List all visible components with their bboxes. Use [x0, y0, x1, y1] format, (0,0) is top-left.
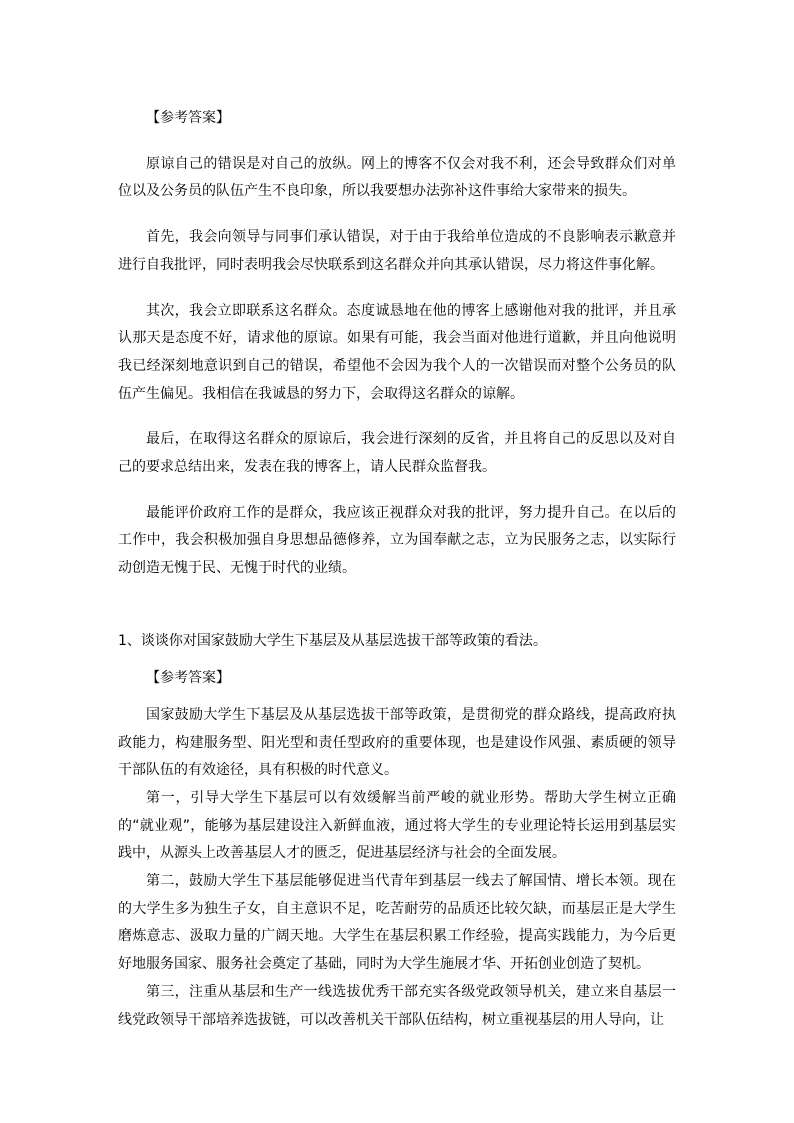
answer-section-1	[118, 105, 676, 583]
answer2-paragraph-point-3: 第三，注重从基层和生产一线选拔优秀干部充实各级党政领导机关，建立来自基层一线党政领导干部培养选拔链，可以改善机关干部队伍结构，树立重视基层的用人导向，让	[118, 983, 676, 1028]
answer1-paragraph-first: 首先，我会向领导与同事们承认错误，对于由于我给单位造成的不良影响表示歉意并进行自我批评，同时表明我会尽快联系到这名群众并向其承认错误，尽力将这件事化解。	[118, 229, 676, 273]
question-1-section	[118, 628, 676, 1034]
answer2-paragraph-intro: 国家鼓励大学生下基层及从基层选拔干部等政策，是贯彻党的群众路线，提高政府执政能力，构建服务型、阳光型和责任型政府的重要体现，也是建设作风强、素质硬的领导干部队伍的有效途径，具有积极的时代意义。	[118, 706, 676, 779]
answer1-paragraph-summary: 最能评价政府工作的是群众，我应该正视群众对我的批评，努力提升自己。在以后的工作中，我会积极加强自身思想品德修养，立为国奉献之志，立为民服务之志，以实际行动创造无愧于民、无愧于时代的业绩。	[118, 504, 676, 577]
answer2-paragraph-point-1: 第一，引导大学生下基层可以有效缓解当前严峻的就业形势。帮助大学生树立正确的“就业观”，能够为基层建设注入新鲜血液，通过将大学生的专业理论特长运用到基层实践中，从源头上改善基层人才的匮乏，促进基层经济与社会的全面发展。	[118, 789, 676, 862]
answer1-paragraph-intro: 原谅自己的错误是对自己的放纵。网上的博客不仅会对我不利，还会导致群众们对单位以及公务员的队伍产生不良印象，所以我要想办法弥补这件事给大家带来的损失。	[118, 155, 676, 200]
answer1-paragraph-last: 最后，在取得这名群众的原谅后，我会进行深刻的反省，并且将自己的反思以及对自己的要求总结出来，发表在我的博客上，请人民群众监督我。	[118, 431, 676, 476]
reference-answer-header-1: 【参考答案】	[146, 110, 230, 126]
question-1-text: 1、谈谈你对国家鼓励大学生下基层及从基层选拔干部等政策的看法。	[118, 632, 547, 649]
reference-answer-header-2: 【参考答案】	[146, 669, 230, 686]
answer1-paragraph-second: 其次，我会立即联系这名群众。态度诚恳地在他的博客上感谢他对我的批评，并且承认那天是态度不好，请求他的原谅。如果有可能，我会当面对他进行道歉，并且向他说明我已经深刻地意识到自己的错误，希望他不会因为我个人的一次错误而对整个公务员的队伍产生偏见。我相信在我诚恳的努力下，会取得这名群众的谅解。	[118, 302, 676, 402]
answer2-paragraph-point-2: 第二，鼓励大学生下基层能够促进当代青年到基层一线去了解国情、增长本领。现在的大学生多为独生子女，自主意识不足，吃苦耐劳的品质还比较欠缺，而基层正是大学生磨炼意志、汲取力量的广阔天地。大学生在基层积累工作经验，提高实践能力，为今后更好地服务国家、服务社会奠定了基础，同时为大学生施展才华、开拓创业创造了契机。	[118, 873, 676, 973]
